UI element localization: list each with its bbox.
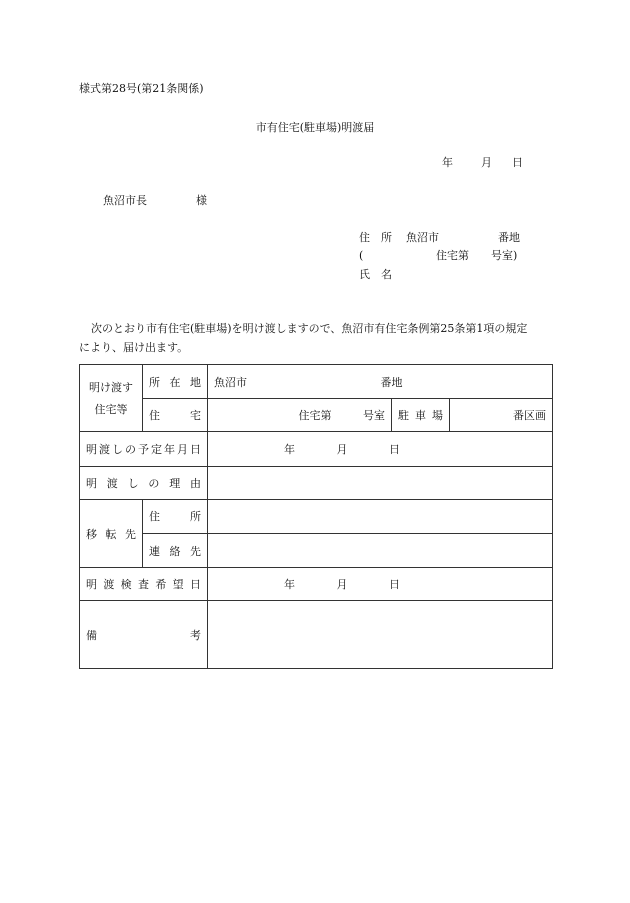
table-row-inspection — [80, 568, 553, 601]
parking-suffix: 番区画 — [513, 409, 546, 423]
applicant-name-label: 氏 名 — [359, 268, 392, 281]
planned-date-month: 月 — [336, 443, 348, 457]
group-housing-line1: 明け渡す — [89, 381, 133, 395]
body-text-line1: 次のとおり市有住宅(駐車場)を明け渡しますので、魚沼市有住宅条例第25条第1項の規定 — [91, 322, 528, 335]
applicant-address-label: 住 所 — [359, 231, 392, 244]
inspection-day: 日 — [389, 578, 400, 592]
location-label: 所 在 地 — [149, 375, 201, 389]
applicant-paren-open: ( — [359, 249, 364, 262]
remarks-value-cell[interactable] — [208, 601, 553, 669]
form-number: 様式第28号(第21条関係) — [79, 82, 204, 95]
date-month: 月 — [481, 156, 492, 169]
housing-number: 住宅第 — [298, 409, 332, 423]
parking-value-cell[interactable] — [450, 399, 553, 432]
planned-date-value-cell[interactable] — [208, 432, 553, 466]
table-row-reason — [80, 466, 553, 499]
reason-value-cell[interactable] — [208, 466, 553, 499]
housing-room-suffix: 号室 — [363, 409, 385, 423]
table-row-housing — [80, 399, 553, 432]
inspection-year: 年 — [284, 578, 295, 592]
table-row-remarks — [80, 601, 553, 669]
location-city: 魚沼市 — [214, 375, 247, 389]
new-address-value-cell[interactable] — [208, 499, 553, 533]
parking-label-cell — [392, 399, 450, 432]
form-title: 市有住宅(駐車場)明渡届 — [255, 121, 375, 134]
applicant-address-suffix: 番地 — [498, 231, 520, 244]
applicant-address-city: 魚沼市 — [406, 231, 439, 244]
table-row-contact — [80, 534, 553, 568]
date-day: 日 — [512, 156, 523, 169]
body-text-line2: により、届け出ます。 — [79, 341, 189, 354]
remarks-label: 備 考 — [86, 629, 201, 643]
planned-date-label-cell — [80, 432, 208, 466]
contact-value-cell[interactable] — [208, 534, 553, 568]
reason-label-cell — [80, 466, 208, 499]
reason-label: 明 渡 し の 理 由 — [86, 476, 201, 490]
addressee-honorific: 様 — [196, 194, 207, 207]
inspection-label: 明 渡 検 査 希 望 日 — [86, 578, 201, 592]
inspection-label-cell — [80, 568, 208, 601]
location-value-cell[interactable] — [208, 365, 553, 399]
planned-date-year: 年 — [284, 443, 295, 457]
group-move-label: 移 転 先 — [86, 527, 136, 541]
inspection-value-cell[interactable] — [208, 568, 553, 601]
group-housing-line2: 住宅等 — [94, 403, 128, 417]
notice-table — [79, 364, 553, 669]
remarks-label-cell — [80, 601, 208, 669]
addressee-name: 魚沼市長 — [103, 194, 147, 207]
date-year: 年 — [442, 156, 453, 169]
location-label-cell — [143, 365, 208, 399]
contact-label-cell — [143, 534, 208, 568]
planned-date-label: 明 渡 し の 予 定 年 月 日 — [86, 443, 201, 457]
group-move-cell — [80, 499, 143, 567]
inspection-month: 月 — [336, 578, 348, 592]
housing-value-cell[interactable] — [208, 399, 392, 432]
contact-label: 連 絡 先 — [149, 544, 201, 558]
new-address-label: 住 所 — [149, 510, 201, 524]
new-address-label-cell — [143, 499, 208, 533]
applicant-room-suffix: 号室) — [491, 249, 518, 262]
table-row-new-address — [80, 499, 553, 533]
applicant-housing-label: 住宅第 — [436, 249, 469, 262]
planned-date-day: 日 — [389, 443, 400, 457]
table-row-location — [80, 365, 553, 399]
housing-label-cell — [143, 399, 208, 432]
parking-label: 駐 車 場 — [398, 409, 443, 423]
housing-label: 住 宅 — [149, 409, 201, 423]
group-housing-cell — [80, 365, 143, 432]
table-row-planned-date — [80, 432, 553, 466]
location-suffix: 番地 — [380, 375, 403, 389]
